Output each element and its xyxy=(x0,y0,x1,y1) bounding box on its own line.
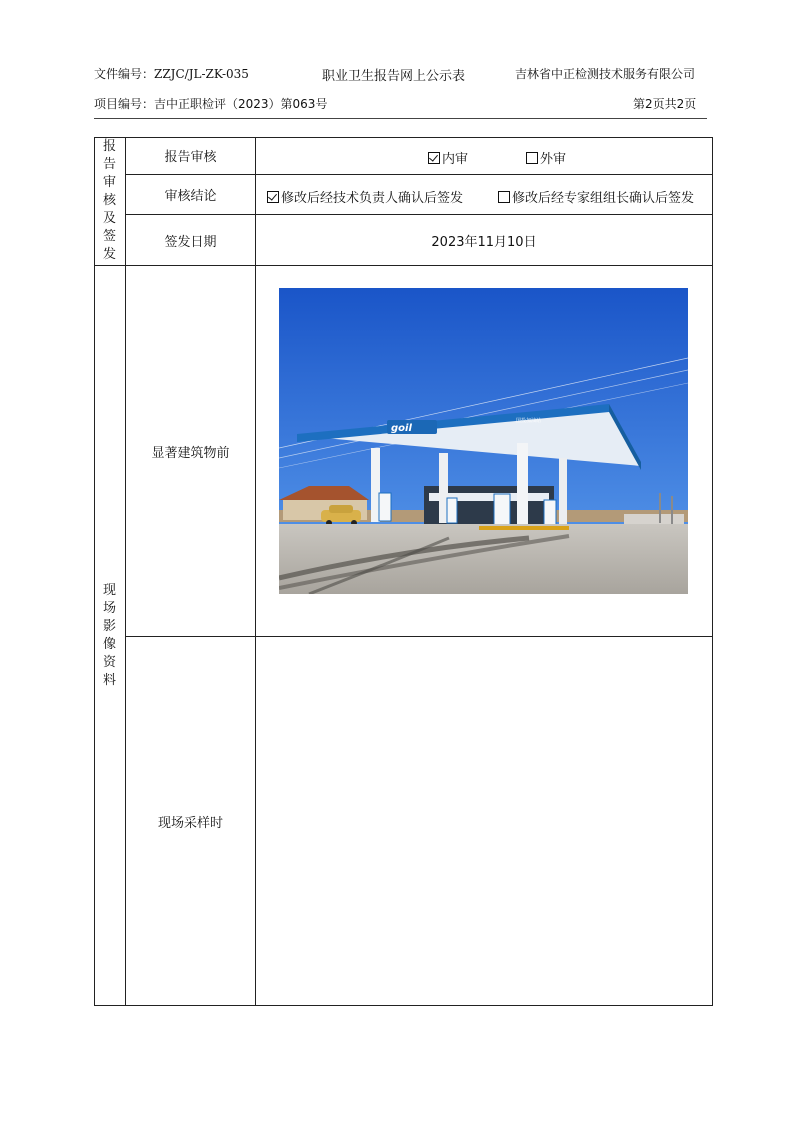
checkbox-checked-icon[interactable] xyxy=(428,152,440,164)
expert-lead-signoff-option[interactable]: 修改后经专家组组长确认后签发 xyxy=(498,187,694,206)
company-name: 吉林省中正检测技术服务有限公司 xyxy=(515,67,696,81)
building-photo-label: 显著建筑物前 xyxy=(126,266,256,637)
checkbox-unchecked-icon[interactable] xyxy=(526,152,538,164)
sampling-photo-label: 现场采样时 xyxy=(126,637,256,1006)
sampling-photo-cell xyxy=(256,637,713,1006)
canopy-logo: goil xyxy=(391,423,412,434)
section-site-images-label: 现 场 影 像 资 料 xyxy=(94,266,126,1006)
canopy-brand-sign: 国投加油站 xyxy=(516,418,542,424)
conclusion-value xyxy=(256,175,713,215)
external-review-option[interactable]: 外审 xyxy=(526,148,566,167)
issue-date-label: 签发日期 xyxy=(126,215,256,266)
conclusion-label: 审核结论 xyxy=(126,175,256,215)
header-divider xyxy=(94,118,707,119)
document-title: 职业卫生报告网上公示表 xyxy=(322,69,466,84)
issue-date-value: 2023年11月10日 xyxy=(256,215,713,266)
checkbox-unchecked-icon[interactable] xyxy=(498,191,510,203)
page-indicator: 第2页共2页 xyxy=(633,97,697,111)
project-number: 项目编号：吉中正职检评（2023）第063号 xyxy=(94,97,328,111)
tech-lead-signoff-option[interactable]: 修改后经技术负责人确认后签发 xyxy=(267,187,463,206)
gas-station-photo xyxy=(279,288,688,594)
review-type-value xyxy=(256,137,713,175)
checkbox-checked-icon[interactable] xyxy=(267,191,279,203)
section-review-label: 报 告 审 核 及 签 发 xyxy=(94,137,126,266)
internal-review-option[interactable]: 内审 xyxy=(428,148,468,167)
file-number: 文件编号：ZZJC/JL-ZK-035 xyxy=(94,67,249,81)
review-type-label: 报告审核 xyxy=(126,137,256,175)
